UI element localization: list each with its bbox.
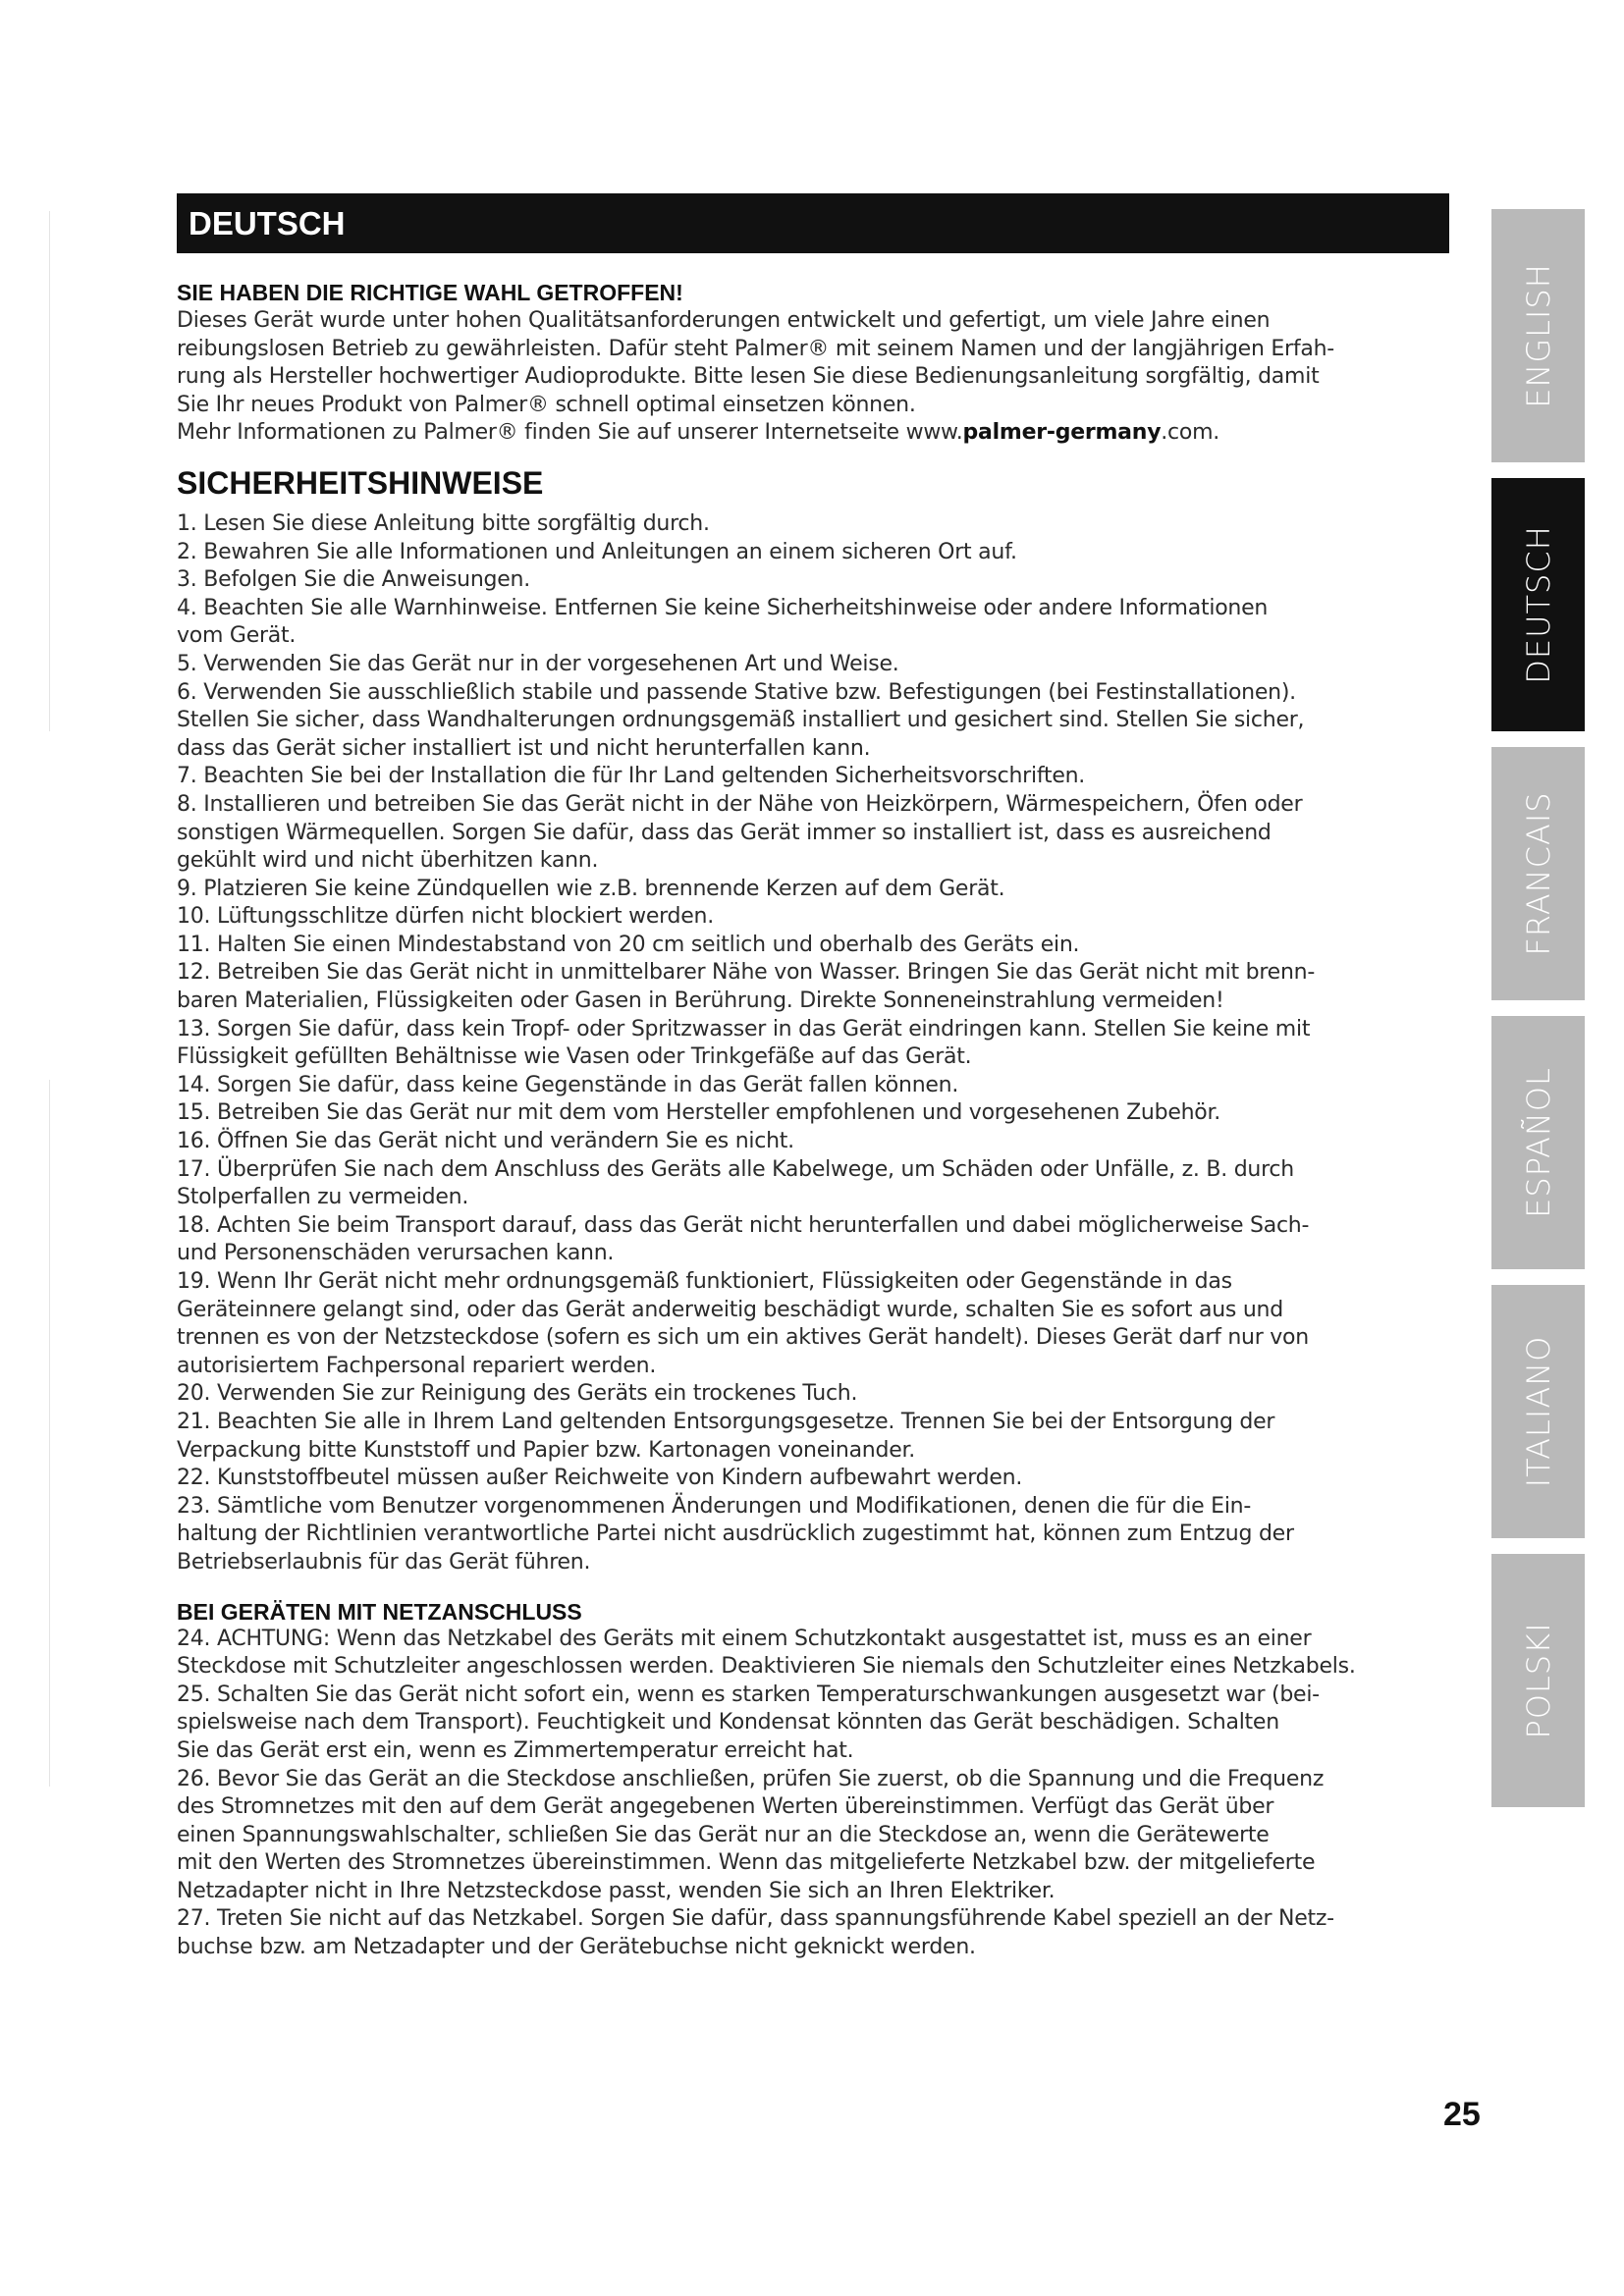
text-line: 2. Bewahren Sie alle Informationen und Anleitungen an einem sicheren Ort auf. [177, 539, 1017, 564]
text-line: des Stromnetzes mit den auf dem Gerät angegebenen Werten übereinstimmen. Verfügt das Gerät über [177, 1794, 1274, 1820]
tab-label: ITALIANO [1519, 1335, 1557, 1488]
side-tab-italiano[interactable] [1491, 1285, 1585, 1538]
tab-label: DEUTSCH [1519, 525, 1557, 684]
text-line: 6. Verwenden Sie ausschließlich stabile und passende Stative bzw. Befestigungen (bei Festinstallationen). [177, 679, 1296, 705]
website-line: Mehr Informationen zu Palmer® finden Sie auf unserer Internetseite www.palmer-germany.com. [177, 420, 1220, 446]
text-line: 3. Befolgen Sie die Anweisungen. [177, 567, 530, 593]
text-line: spielsweise nach dem Transport). Feuchtigkeit und Kondensat könnten das Gerät beschädigen. Schalten [177, 1710, 1279, 1735]
side-tab-deutsch[interactable] [1491, 478, 1585, 731]
mains-list [177, 1626, 1465, 1962]
text-line: Sie Ihr neues Produkt von Palmer® schnell optimal einsetzen können. [177, 392, 916, 417]
tab-label: POLSKI [1519, 1622, 1557, 1739]
text-line: 13. Sorgen Sie dafür, dass kein Tropf- oder Spritzwasser in das Gerät eindringen kann. Stellen Sie keine mit [177, 1016, 1311, 1041]
text-line: Steckdose mit Schutzleiter angeschlossen werden. Deaktivieren Sie niemals den Schutzleiter eines Netzkabels. [177, 1654, 1356, 1680]
safety-list [177, 510, 1465, 1577]
text-line: 26. Bevor Sie das Gerät an die Steckdose anschließen, prüfen Sie zuerst, ob die Spannung und die Frequenz [177, 1766, 1325, 1791]
text-line: einen Spannungswahlschalter, schließen Sie das Gerät nur an die Steckdose an, wenn die Gerätewerte [177, 1822, 1270, 1847]
text-line: 12. Betreiben Sie das Gerät nicht in unmittelbarer Nähe von Wasser. Bringen Sie das Gerät nicht mit brenn- [177, 960, 1316, 986]
text-line: 5. Verwenden Sie das Gerät nur in der vorgesehenen Art und Weise. [177, 651, 899, 676]
website-domain: palmer-germany [962, 420, 1162, 446]
text-line: vom Gerät. [177, 623, 297, 649]
text-line: 27. Treten Sie nicht auf das Netzkabel. Sorgen Sie dafür, dass spannungsführende Kabel speziell an der Netz- [177, 1906, 1334, 1932]
text-line: reibungslosen Betrieb zu gewährleisten. Dafür steht Palmer® mit seinem Namen und der langjährigen Erfah- [177, 336, 1334, 361]
text-line: dass das Gerät sicher installiert ist und nicht herunterfallen kann. [177, 735, 871, 761]
side-tab-francais[interactable] [1491, 747, 1585, 1000]
text-line: Stolperfallen zu vermeiden. [177, 1185, 469, 1210]
text-line: mit den Werten des Stromnetzes übereinstimmen. Wenn das mitgelieferte Netzkabel bzw. der mitgelieferte [177, 1850, 1316, 1876]
text-line: 14. Sorgen Sie dafür, dass keine Gegenstände in das Gerät fallen können. [177, 1072, 959, 1097]
text-line: 7. Beachten Sie bei der Installation die für Ihr Land geltenden Sicherheitsvorschriften. [177, 764, 1086, 789]
text-line: baren Materialien, Flüssigkeiten oder Gasen in Berührung. Direkte Sonneneinstrahlung vermeiden! [177, 988, 1224, 1014]
text-line: Dieses Gerät wurde unter hohen Qualitätsanforderungen entwickelt und gefertigt, um viele Jahre einen [177, 308, 1271, 333]
text-line: 21. Beachten Sie alle in Ihrem Land geltenden Entsorgungsgesetze. Trennen Sie bei der Entsorgung der [177, 1409, 1275, 1434]
intro-heading: SIE HABEN DIE RICHTIGE WAHL GETROFFEN! [177, 280, 683, 305]
text-line: und Personenschäden verursachen kann. [177, 1241, 615, 1266]
text-line: 18. Achten Sie beim Transport darauf, dass das Gerät nicht herunterfallen und dabei möglicherweise Sach- [177, 1212, 1310, 1238]
text-line: 17. Überprüfen Sie nach dem Anschluss des Geräts alle Kabelwege, um Schäden oder Unfälle, z. B. durch [177, 1156, 1294, 1182]
side-tab-espanol[interactable] [1491, 1016, 1585, 1269]
text-line: trennen es von der Netzsteckdose (sofern es sich um ein aktives Gerät handelt). Dieses Gerät darf nur von [177, 1325, 1309, 1351]
side-tab-polski[interactable] [1491, 1554, 1585, 1807]
page-content [177, 279, 1465, 1962]
mains-heading: BEI GERÄTEN MIT NETZANSCHLUSS [177, 1598, 582, 1625]
text-line: 1. Lesen Sie diese Anleitung bitte sorgfältig durch. [177, 510, 710, 536]
text-line: 10. Lüftungsschlitze dürfen nicht blockiert werden. [177, 904, 714, 930]
text-line: 24. ACHTUNG: Wenn das Netzkabel des Geräts mit einem Schutzkontakt ausgestattet ist, muss es an einer [177, 1626, 1312, 1651]
text-line: gekühlt wird und nicht überhitzen kann. [177, 848, 599, 874]
text-line: Betriebserlaubnis für das Gerät führen. [177, 1549, 591, 1575]
tab-label: ENGLISH [1519, 263, 1557, 408]
text-line: 8. Installieren und betreiben Sie das Gerät nicht in der Nähe von Heizkörpern, Wärmespeichern, Öfen oder [177, 791, 1303, 817]
text-line: 19. Wenn Ihr Gerät nicht mehr ordnungsgemäß funktioniert, Flüssigkeiten oder Gegenstände in das [177, 1269, 1232, 1294]
section-label: DEUTSCH [189, 205, 346, 241]
text-line: 11. Halten Sie einen Mindestabstand von 20 cm seitlich und oberhalb des Geräts ein. [177, 932, 1080, 957]
text-line: Netzadapter nicht in Ihre Netzsteckdose passt, wenden Sie sich an Ihren Elektriker. [177, 1878, 1056, 1903]
text-line: Flüssigkeit gefüllten Behältnisse wie Vasen oder Trinkgefäße auf das Gerät. [177, 1044, 972, 1070]
side-tab-english[interactable] [1491, 209, 1585, 462]
text-line: Verpackung bitte Kunststoff und Papier bzw. Kartonagen voneinander. [177, 1437, 916, 1463]
safety-heading: SICHERHEITSHINWEISE [177, 464, 544, 501]
text-line: 23. Sämtliche vom Benutzer vorgenommenen Änderungen und Modifikationen, denen die für die Ein- [177, 1493, 1252, 1519]
text-line: rung als Hersteller hochwertiger Audioprodukte. Bitte lesen Sie diese Bedienungsanleitung sorgfältig, damit [177, 364, 1320, 390]
text-line: Geräteinnere gelangt sind, oder das Gerät anderweitig beschädigt wurde, schalten Sie es sofort aus und [177, 1297, 1283, 1322]
text-line: 25. Schalten Sie das Gerät nicht sofort ein, wenn es starken Temperaturschwankungen ausgesetzt war (bei- [177, 1682, 1320, 1707]
tab-label: FRANCAIS [1519, 791, 1557, 956]
text-line: 22. Kunststoffbeutel müssen außer Reichweite von Kindern aufbewahrt werden. [177, 1466, 1023, 1491]
text-line: sonstigen Wärmequellen. Sorgen Sie dafür, dass das Gerät immer so installiert ist, dass es ausreichend [177, 820, 1272, 845]
text-line: haltung der Richtlinien verantwortliche Partei nicht ausdrücklich zugestimmt hat, können zum Entzug der [177, 1522, 1294, 1547]
margin-rule [49, 1080, 50, 1787]
text-line: 4. Beachten Sie alle Warnhinweise. Entfernen Sie keine Sicherheitshinweise oder andere Informationen [177, 595, 1269, 620]
page-number: 25 [1443, 2096, 1481, 2133]
text-line: 15. Betreiben Sie das Gerät nur mit dem vom Hersteller empfohlenen und vorgesehenen Zubehör. [177, 1100, 1221, 1126]
text-line: 9. Platzieren Sie keine Zündquellen wie z.B. brennende Kerzen auf dem Gerät. [177, 876, 1005, 901]
text-line: Stellen Sie sicher, dass Wandhalterungen ordnungsgemäß installiert und gesichert sind. Stellen Sie sicher, [177, 708, 1305, 733]
margin-rule [49, 211, 50, 731]
text-line: 16. Öffnen Sie das Gerät nicht und verändern Sie es nicht. [177, 1129, 794, 1154]
text-line: autorisiertem Fachpersonal repariert werden. [177, 1353, 657, 1378]
text-line: Sie das Gerät erst ein, wenn es Zimmertemperatur erreicht hat. [177, 1737, 854, 1763]
intro-paragraph [177, 307, 1465, 448]
text-line: buchse bzw. am Netzadapter und der Gerätebuchse nicht geknickt werden. [177, 1935, 976, 1960]
text-line: 20. Verwenden Sie zur Reinigung des Geräts ein trockenes Tuch. [177, 1381, 858, 1407]
tab-label: ESPAÑOL [1519, 1067, 1557, 1218]
section-header-bar [177, 193, 1449, 253]
